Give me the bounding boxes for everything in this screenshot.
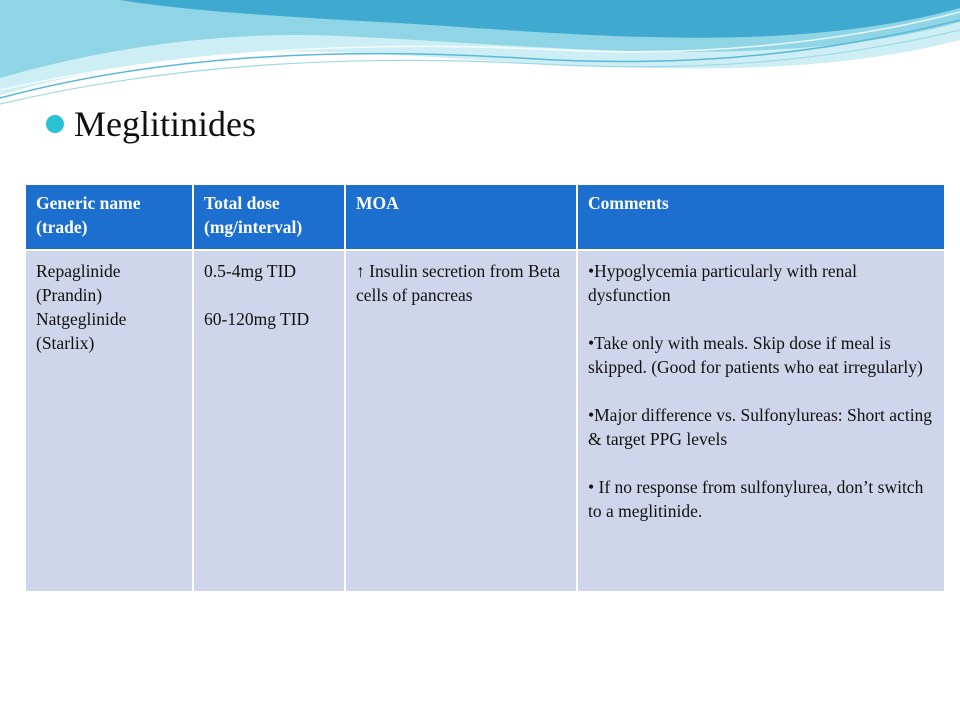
table-header-row [25, 184, 945, 250]
meglitinides-table [24, 183, 946, 593]
moa-text: ↑ Insulin secretion from Beta cells of pancreas [356, 261, 561, 305]
cell-doses [193, 250, 345, 592]
table-row [25, 250, 945, 592]
cell-comments [577, 250, 945, 592]
cell-moa [345, 250, 577, 592]
header-total-dose: Total dose (mg/interval) [193, 184, 345, 250]
slide-title: Meglitinides [74, 104, 256, 144]
dose-text: 0.5-4mg TID [204, 261, 297, 281]
comment-item: •Take only with meals. Skip dose if meal is skipped. (Good for patients who eat irregularly) [588, 333, 923, 377]
header-comments: Comments [577, 184, 945, 250]
dose-text: 60-120mg TID [204, 309, 310, 329]
cell-generic-names [25, 250, 193, 592]
header-generic-name: Generic name (trade) [25, 184, 193, 250]
comment-item: •Hypoglycemia particularly with renal dysfunction [588, 261, 858, 305]
slide-title-row [46, 100, 256, 148]
decorative-wave-header [0, 0, 960, 110]
title-bullet-icon [46, 115, 64, 133]
generic-name-line: Repaglinide [36, 261, 121, 281]
comment-item: •Major difference vs. Sulfonylureas: Short acting & target PPG levels [588, 405, 933, 449]
header-moa: MOA [345, 184, 577, 250]
trade-name-line: (Prandin) [36, 285, 103, 305]
trade-name-line: (Starlix) [36, 333, 95, 353]
comment-item: • If no response from sulfonylurea, don’t switch to a meglitinide. [588, 477, 924, 521]
generic-name-line: Natgeglinide [36, 309, 127, 329]
